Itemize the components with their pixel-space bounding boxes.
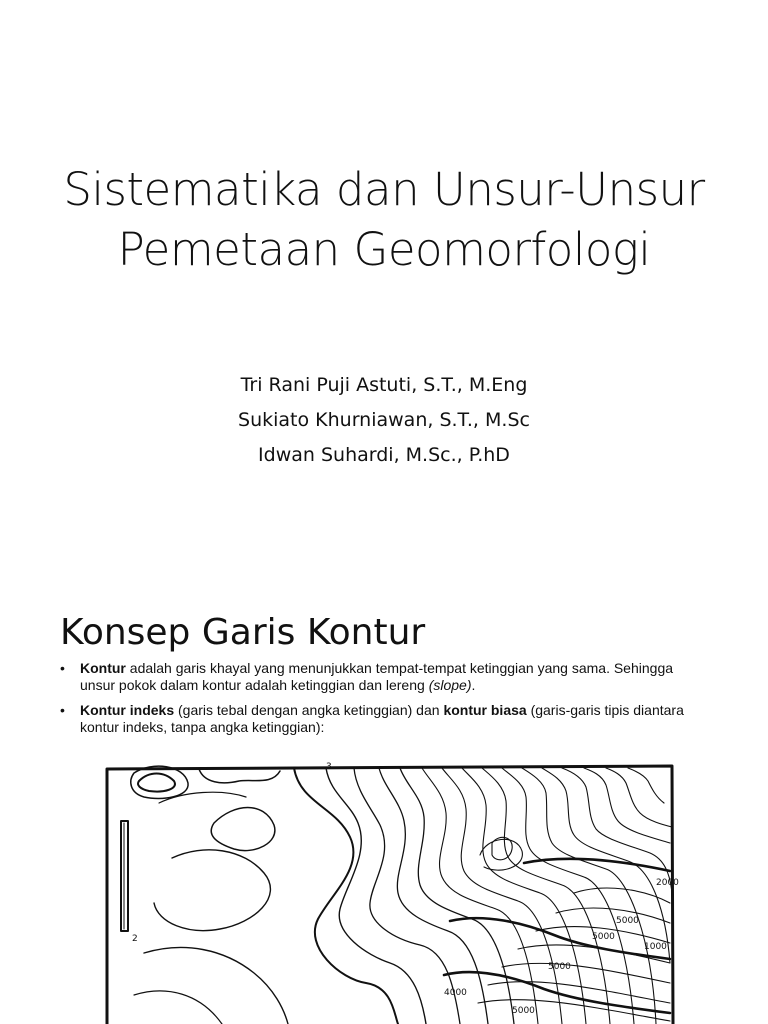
author-3: Idwan Suhardi, M.Sc., P.hD: [258, 444, 510, 466]
presentation-title: [0, 160, 768, 280]
contour-map-image: [104, 762, 679, 1024]
bullet-marker: •: [60, 660, 65, 676]
contour-line: [294, 768, 398, 1024]
definition-text: adalah garis khayal yang menunjukkan tempat-tempat ketinggian yang sama. Sehingga unsur pokok dalam kontur adalah ketinggian dan lereng: [80, 660, 674, 693]
kontur-indeks-text: (garis tebal dengan angka ketinggian) dan: [174, 702, 444, 718]
contour-line: [131, 766, 188, 798]
map-label: 5000: [592, 932, 615, 942]
map-label: 5000: [512, 1006, 535, 1016]
contour-line: [354, 768, 460, 1024]
contour-line: [154, 850, 270, 931]
contour-line: [144, 947, 288, 1024]
slide-title: Konsep Garis Kontur: [60, 612, 426, 653]
author-2: Sukiato Khurniawan, S.T., M.Sc: [238, 409, 530, 431]
contour-line: [159, 792, 246, 803]
author-1: Tri Rani Puji Astuti, S.T., M.Eng: [240, 374, 528, 396]
map-label: 2000: [656, 878, 679, 888]
term-kontur: Kontur: [80, 660, 126, 676]
bullet-item-kontur: [58, 660, 708, 694]
contour-map-figure: [104, 762, 679, 1024]
index-contour: [444, 972, 670, 1013]
slope-term: (slope): [428, 677, 472, 693]
map-frame: [107, 766, 673, 1024]
index-contour: [524, 859, 670, 871]
bullet-item-kontur-indeks: [58, 702, 708, 736]
author-list: [0, 368, 768, 473]
map-label: 2: [132, 934, 138, 944]
bullet-list: [58, 660, 708, 744]
term-kontur-biasa: kontur biasa: [443, 702, 527, 718]
map-label: 5000: [616, 916, 639, 926]
sentence-end: .: [471, 677, 476, 693]
dense-contours: [422, 768, 672, 1024]
title-line-1: Sistematika dan Unsur-Unsur: [63, 163, 705, 216]
contour-line: [199, 769, 280, 783]
content-slide: [0, 560, 768, 1024]
contour-line: [211, 808, 275, 851]
map-label: 5000: [548, 962, 571, 972]
map-label: 4000: [444, 988, 467, 998]
contour-line: [379, 768, 488, 1024]
contour-line: [134, 991, 222, 1024]
contour-line: [138, 774, 175, 792]
title-line-2: Pemetaan Geomorfologi: [117, 223, 651, 276]
map-label: 1000: [644, 942, 667, 952]
map-label: 3: [326, 762, 332, 772]
contour-line: [400, 768, 514, 1024]
bullet-marker: •: [60, 702, 65, 718]
kontur-biasa-text: (garis-garis tipis diantara kontur indeks, tanpa angka ketinggian):: [80, 702, 684, 735]
term-kontur-indeks: Kontur indeks: [80, 702, 175, 718]
